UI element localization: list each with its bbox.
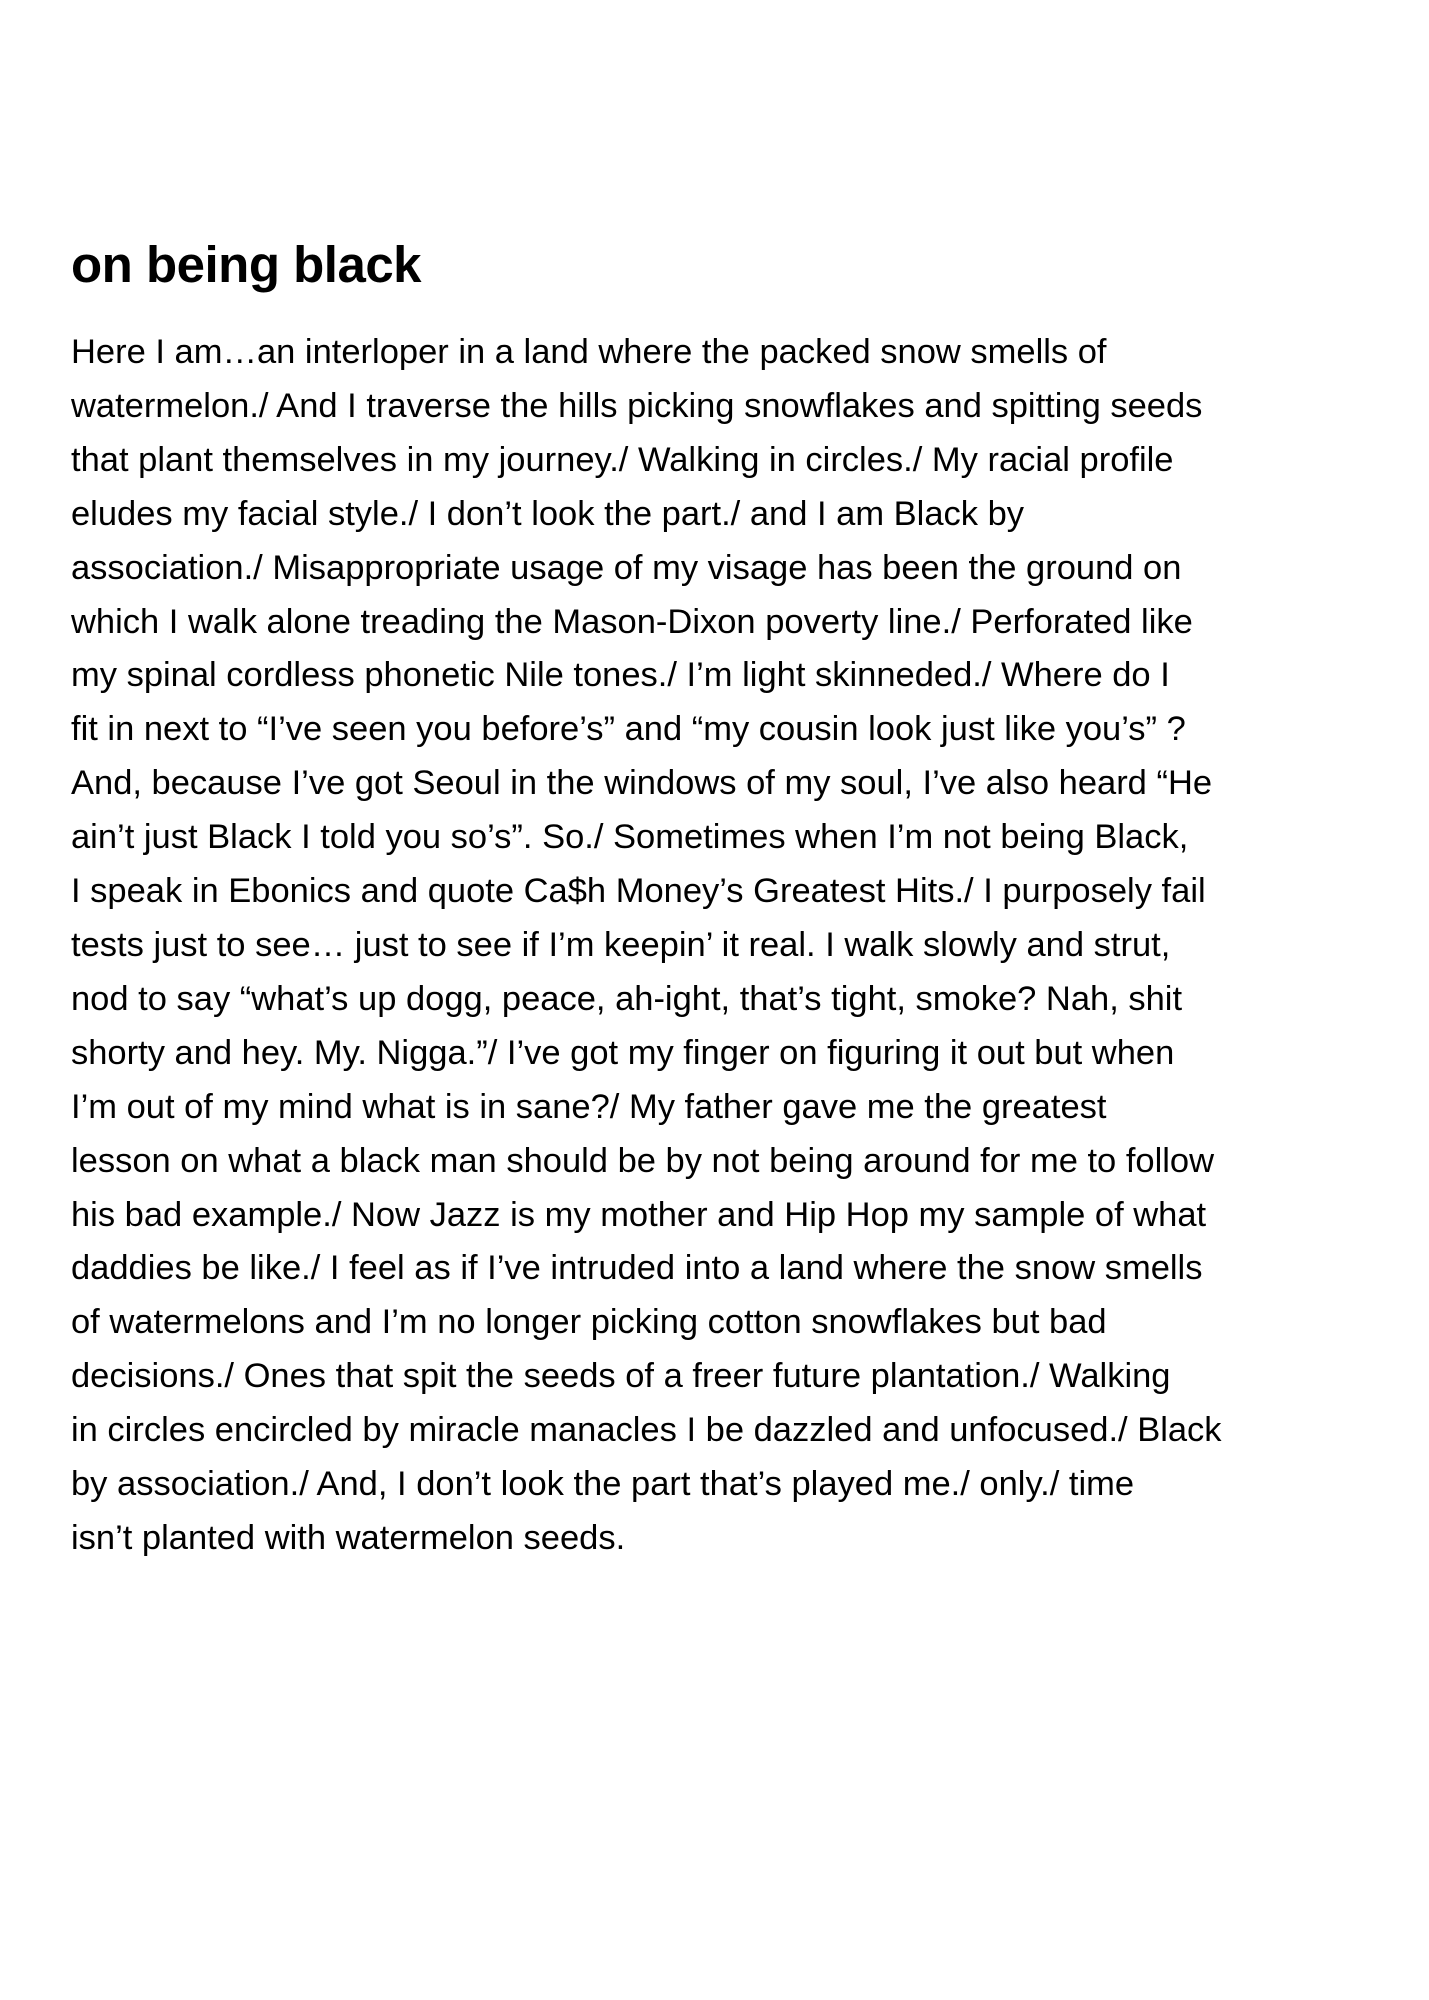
poem-line: that plant themselves in my journey./ Walking in circles./ My racial profile: [71, 440, 1174, 479]
poem-line: his bad example./ Now Jazz is my mother and Hip Hop my sample of what: [71, 1195, 1207, 1234]
poem-line: I speak in Ebonics and quote Ca$h Money’s Greatest Hits./ I purposely fail: [71, 872, 1206, 911]
poem-line: isn’t planted with watermelon seeds.: [71, 1518, 626, 1557]
poem-line: I’m out of my mind what is in sane?/ My father gave me the greatest: [71, 1087, 1107, 1126]
poem-line: my spinal cordless phonetic Nile tones./ I’m light skinneded./ Where do I: [71, 656, 1170, 695]
poem-line: decisions./ Ones that spit the seeds of a freer future plantation./ Walking: [71, 1357, 1171, 1396]
poem-line: lesson on what a black man should be by not being around for me to follow: [71, 1141, 1215, 1180]
poem-body: [71, 326, 1381, 1566]
poem-line: by association./ And, I don’t look the part that’s played me./ only./ time: [71, 1465, 1135, 1504]
poem-line: watermelon./ And I traverse the hills picking snowflakes and spitting seeds: [71, 386, 1203, 425]
poem-line: eludes my facial style./ I don’t look the part./ and I am Black by: [71, 494, 1025, 533]
poem-line: ain’t just Black I told you so’s”. So./ Sometimes when I’m not being Black,: [71, 818, 1189, 857]
poem-line: daddies be like./ I feel as if I’ve intruded into a land where the snow smells: [71, 1249, 1203, 1288]
poem-title: on being black: [71, 236, 422, 293]
poem-line: And, because I’ve got Seoul in the windows of my soul, I’ve also heard “He: [71, 764, 1213, 803]
poem-line: tests just to see… just to see if I’m keepin’ it real. I walk slowly and strut,: [71, 925, 1171, 964]
poem-line: of watermelons and I’m no longer picking cotton snowflakes but bad: [71, 1303, 1107, 1342]
poem-line: fit in next to “I’ve seen you before’s” and “my cousin look just like you’s” ?: [71, 710, 1186, 749]
poem-line: shorty and hey. My. Nigga.”/ I’ve got my finger on figuring it out but when: [71, 1033, 1175, 1072]
poem-line: nod to say “what’s up dogg, peace, ah-ight, that’s tight, smoke? Nah, shit: [71, 979, 1183, 1018]
poem-line: Here I am…an interloper in a land where the packed snow smells of: [71, 333, 1107, 371]
poem-line: association./ Misappropriate usage of my visage has been the ground on: [71, 548, 1182, 587]
poem-line: which I walk alone treading the Mason-Dixon poverty line./ Perforated like: [71, 602, 1193, 641]
poem-line: in circles encircled by miracle manacles I be dazzled and unfocused./ Black: [71, 1411, 1222, 1450]
